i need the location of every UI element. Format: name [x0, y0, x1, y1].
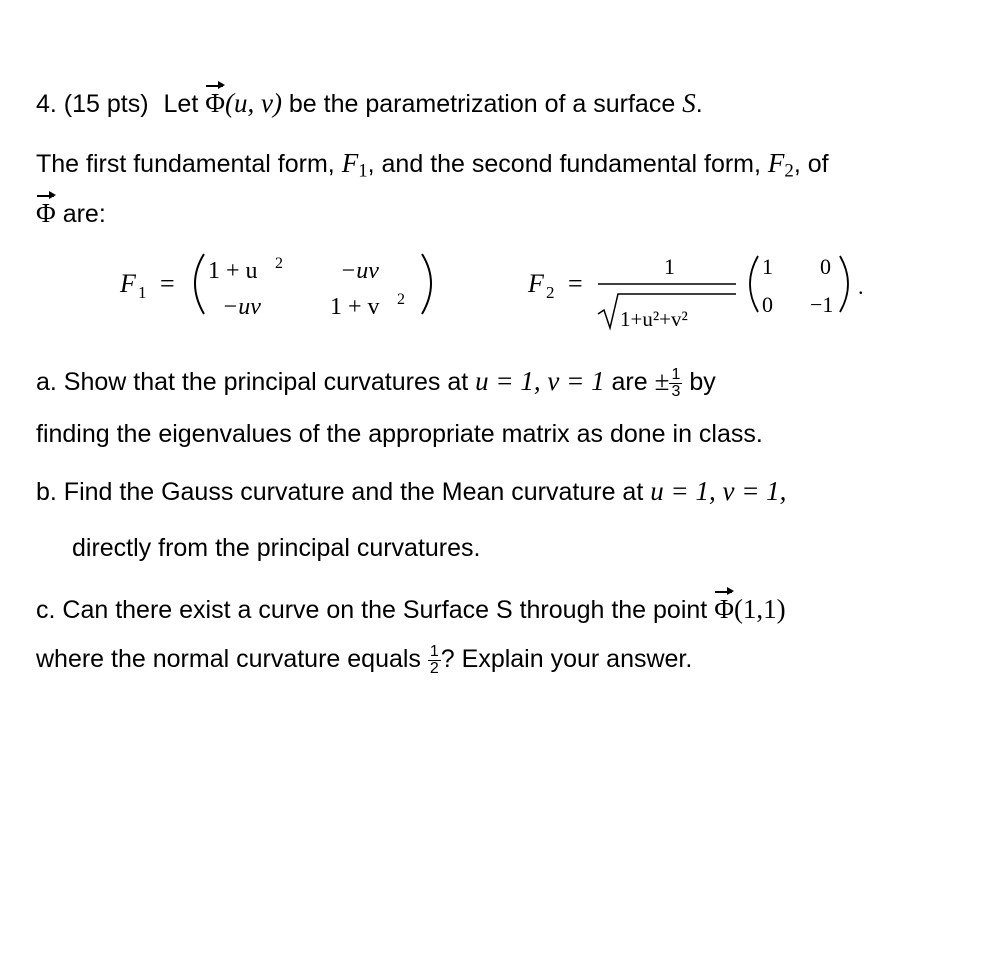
f1-m21: −uv [222, 294, 261, 320]
part-c-line2: where the normal curvature equals $\frac{1}{2}$ ? Explain your answer. [36, 643, 693, 677]
phi-vector-symbol-3: Φ [714, 594, 734, 624]
f1-lhs: F [120, 269, 136, 298]
svg-text:1: 1 [138, 283, 147, 302]
phi-are-line: Φ are: [36, 198, 106, 228]
surface-name: S [682, 88, 696, 118]
f1-right-paren [422, 254, 431, 314]
f2-left-paren [750, 256, 758, 312]
fraction-one-third: $\frac{1}{3}$ [671, 365, 681, 400]
svg-text:=: = [568, 269, 583, 298]
f2-m22: −1 [810, 292, 834, 317]
problem-header-line: 4. (15 pts) Let Φ(u, v) be the parametrization of a surface S. [36, 88, 703, 118]
problem-number: 4. (15 pts) [36, 90, 149, 118]
part-a-line2: finding the eigenvalues of the appropriate matrix as done in class. [36, 420, 763, 448]
part-a-line1: a. Show that the principal curvatures at u = 1, v = 1 are ± $\frac{1}{3}$ by [36, 365, 716, 400]
f1-m22: 1 + v [330, 294, 380, 320]
f2-lhs: F [528, 269, 544, 298]
f2-fraction-denominator: 1+u²+v² [620, 307, 688, 331]
equation-f1 [112, 250, 472, 330]
f2-right-paren [840, 256, 848, 312]
f2-m21: 0 [762, 292, 773, 317]
fraction-one-half: $\frac{1}{2}$ [429, 643, 439, 677]
f2-m11: 1 [762, 254, 773, 279]
svg-text:2: 2 [275, 255, 283, 272]
svg-text:.: . [858, 274, 864, 299]
phi-vector-symbol-2: Φ [36, 198, 56, 228]
phi-vector-symbol: Φ [205, 88, 225, 118]
f1-m12: −uv [340, 258, 379, 284]
part-c-line1: c. Can there exist a curve on the Surface S through the point Φ(1,1) [36, 594, 786, 624]
f2-m12: 0 [820, 254, 831, 279]
part-a-condition: u = 1, v = 1 [475, 366, 605, 396]
f1-m11: 1 + u [208, 258, 258, 284]
fundamental-forms-line: The first fundamental form, $F_1$, and the second fundamental form, $F_2$, of [36, 148, 829, 182]
part-b-line2: directly from the principal curvatures. [72, 534, 481, 562]
part-b-condition: u = 1, v = 1, [650, 476, 787, 506]
f2-fraction-numerator: 1 [664, 254, 675, 279]
part-b-line1: b. Find the Gauss curvature and the Mean curvature at u = 1, v = 1, [36, 476, 787, 506]
svg-text:=: = [160, 269, 175, 298]
equation-f2 [524, 250, 884, 340]
svg-text:2: 2 [397, 291, 405, 308]
svg-text:2: 2 [546, 283, 555, 302]
f1-left-paren [195, 254, 204, 314]
